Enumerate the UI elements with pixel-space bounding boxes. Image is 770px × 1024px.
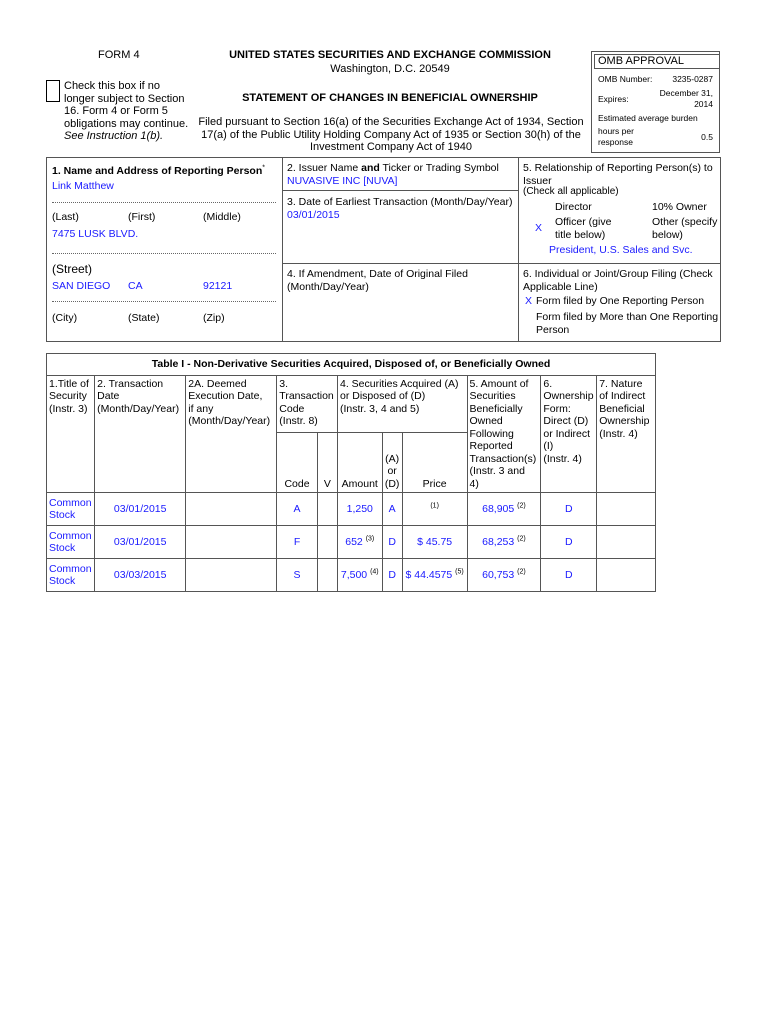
deemed-date (186, 493, 277, 526)
transaction-code: A (277, 493, 317, 526)
expires-value: December 31, 2014 (659, 88, 713, 109)
officer-checkmark: X (535, 222, 543, 234)
officer-title: President, U.S. Sales and Svc. (549, 244, 693, 256)
city-value: SAN DIEGO (52, 280, 111, 292)
sub-header-code: Code (277, 432, 317, 493)
sub-header-amount: Amount (338, 432, 383, 493)
expires-label: Expires: (598, 94, 629, 104)
zip-value: 92121 (203, 280, 233, 292)
sub-header-v: V (317, 432, 337, 493)
check-box-instruction: Check this box if no longer subject to Section 16. Form 4 or Form 5 obligations may continue. See Instruction 1(b). (64, 80, 189, 142)
statement-title: STATEMENT OF CHANGES IN BENEFICIAL OWNERSHIP (242, 92, 538, 104)
last-label: (Last) (52, 211, 79, 223)
col-header-securities: 4. Securities Acquired (A) or Disposed of (D) (Instr. 3, 4 and 5) (338, 375, 468, 432)
acquired-or-disposed: D (382, 526, 402, 559)
omb-approval-box (591, 51, 720, 153)
one-person-checkmark: X (525, 295, 533, 307)
price: $ 45.75 (402, 526, 467, 559)
earliest-transaction-value: 03/01/2015 (287, 209, 340, 221)
table-row (47, 559, 656, 592)
officer-option[interactable]: Officer (give title below) (555, 216, 612, 241)
deemed-date (186, 526, 277, 559)
table-title: Table I - Non-Derivative Securities Acquired, Disposed of, or Beneficially Owned (47, 354, 656, 376)
hours-per-response-label: hours per response (598, 126, 634, 147)
check-all-applicable: (Check all applicable) (523, 186, 619, 197)
amount-owned: 60,753 $^{(2)}$ (467, 559, 541, 592)
form-label: FORM 4 (98, 49, 140, 61)
ten-percent-owner-option[interactable]: 10% Owner (652, 201, 707, 213)
omb-number-label: OMB Number: (598, 74, 653, 84)
security-title: Common Stock (47, 559, 95, 592)
zip-label: (Zip) (203, 312, 225, 324)
middle-label: (Middle) (203, 211, 241, 223)
first-label: (First) (128, 211, 156, 223)
col-header-code: 3. Transaction Code (Instr. 8) (277, 375, 338, 432)
issuer-heading: 2. Issuer Name and Ticker or Trading Symbol (287, 162, 499, 174)
agency-location: Washington, D.C. 20549 (330, 63, 450, 75)
other-option[interactable]: Other (specify below) (652, 216, 718, 241)
deemed-date (186, 559, 277, 592)
transaction-date: 03/01/2015 (95, 493, 186, 526)
state-label: (State) (128, 312, 160, 324)
table-non-derivative (46, 353, 656, 592)
transaction-date: 03/03/2015 (95, 559, 186, 592)
col-header-title: 1.Title of Security (Instr. 3) (47, 375, 95, 493)
issuer-value: NUVASIVE INC [NUVA] (287, 175, 398, 187)
ownership-form: D (541, 559, 597, 592)
col-header-amount-owned: 5. Amount of Securities Beneficially Owned Following Reported Transaction(s) (Instr. 3 and 4) (467, 375, 541, 493)
burden-label: Estimated average burden (598, 113, 698, 123)
security-title: Common Stock (47, 493, 95, 526)
relationship-heading: 5. Relationship of Reporting Person(s) to Issuer (523, 162, 713, 187)
nature-of-ownership (597, 493, 656, 526)
amount: 1,250 (338, 493, 383, 526)
nature-of-ownership (597, 526, 656, 559)
reporting-person-heading: 1. Name and Address of Reporting Person* (52, 164, 265, 177)
col-header-nature: 7. Nature of Indirect Beneficial Ownership (Instr. 4) (597, 375, 656, 493)
acquired-or-disposed: A (382, 493, 402, 526)
transaction-v (317, 493, 337, 526)
earliest-transaction-heading: 3. Date of Earliest Transaction (Month/Day/Year) (287, 196, 513, 208)
transaction-v (317, 526, 337, 559)
transaction-code: S (277, 559, 317, 592)
amount-owned: 68,253 $^{(2)}$ (467, 526, 541, 559)
amount: 7,500 $^{(4)}$ (338, 559, 383, 592)
ownership-form: D (541, 493, 597, 526)
hours-value: 0.5 (701, 132, 713, 142)
sub-header-price: Price (402, 432, 467, 493)
security-title: Common Stock (47, 526, 95, 559)
sub-header-a-or-d: (A) or (D) (382, 432, 402, 493)
col-header-deemed: 2A. Deemed Execution Date, if any (Month/Day/Year) (186, 375, 277, 493)
street-value: 7475 LUSK BLVD. (52, 228, 139, 240)
transaction-date: 03/01/2015 (95, 526, 186, 559)
state-value: CA (128, 280, 143, 292)
omb-number-value: 3235-0287 (672, 74, 713, 84)
city-label: (City) (52, 312, 78, 324)
filed-pursuant-text: Filed pursuant to Section 16(a) of the Securities Exchange Act of 1934, Section 17(a) of the Public Utility Holding Company Act of 1935 or Section 30(h) of the Investment Company Act of 1940 (198, 116, 584, 153)
omb-title: OMB APPROVAL (594, 54, 720, 69)
amendment-heading: 4. If Amendment, Date of Original Filed (Month/Day/Year) (287, 268, 468, 293)
ownership-form: D (541, 526, 597, 559)
table-row (47, 493, 656, 526)
col-header-date: 2. Transaction Date (Month/Day/Year) (95, 375, 186, 493)
acquired-or-disposed: D (382, 559, 402, 592)
no-longer-subject-checkbox[interactable] (46, 80, 60, 102)
more-than-one-option[interactable]: Form filed by More than One Reporting Person (536, 311, 719, 336)
transaction-v (317, 559, 337, 592)
street-label: (Street) (52, 262, 93, 276)
nature-of-ownership (597, 559, 656, 592)
reporting-person-name: Link Matthew (52, 180, 114, 192)
table-row (47, 526, 656, 559)
price: $ 44.4575 $^{(5)}$ (402, 559, 467, 592)
price: (1) (402, 493, 467, 526)
transaction-code: F (277, 526, 317, 559)
one-reporting-person-option[interactable]: Form filed by One Reporting Person (536, 295, 705, 307)
amount-owned: 68,905 $^{(2)}$ (467, 493, 541, 526)
filing-heading: 6. Individual or Joint/Group Filing (Check Applicable Line) (523, 268, 713, 293)
agency-title: UNITED STATES SECURITIES AND EXCHANGE COMMISSION (229, 49, 551, 61)
amount: 652 $^{(3)}$ (338, 526, 383, 559)
col-header-ownership-form: 6. Ownership Form: Direct (D) or Indirect (I) (Instr. 4) (541, 375, 597, 493)
director-option[interactable]: Director (555, 201, 592, 213)
